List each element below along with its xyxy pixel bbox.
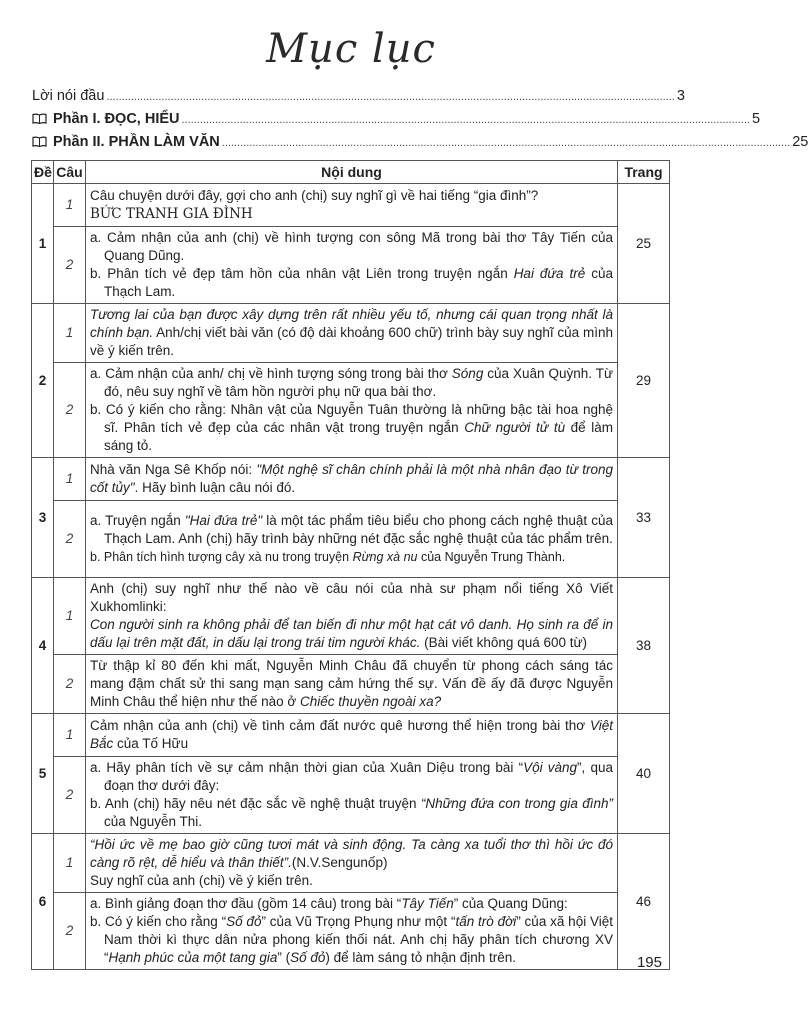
- question-text: Câu chuyện dưới đây, gợi cho anh (chị) suy nghĩ gì về hai tiếng “gia đình”?: [90, 188, 539, 203]
- header-trang: Trang: [618, 161, 670, 184]
- header-cau: Câu: [54, 161, 86, 184]
- question-content: Nhà văn Nga Sê Khốp nói: "Một nghệ sĩ chân chính phải là một nhà nhân đạo từ trong cốt tủy". Hãy bình luận câu nói đó.: [86, 458, 618, 501]
- page-number: 195: [636, 954, 662, 971]
- cau-number: 2: [54, 501, 86, 578]
- question-content: [86, 501, 618, 578]
- table-row: [32, 363, 670, 458]
- header-de: Đề: [32, 161, 54, 184]
- de-number: 2: [32, 304, 54, 458]
- page-ref[interactable]: 40: [618, 714, 670, 834]
- toc-label: Phần I. ĐỌC, HIỂU: [53, 111, 180, 127]
- contents-table: [31, 160, 670, 970]
- cau-number: 1: [54, 184, 86, 227]
- cau-number: 2: [54, 227, 86, 304]
- toc-leader: ..........................................................................................................................................................................................: [106, 91, 675, 103]
- page-ref[interactable]: 46: [618, 834, 670, 970]
- toc-entry-part-1[interactable]: [32, 111, 761, 127]
- cau-number: 1: [54, 458, 86, 501]
- cau-number: 1: [54, 578, 86, 655]
- cau-number: 2: [54, 893, 86, 970]
- toc-page: 25: [792, 134, 808, 150]
- question-subtitle: BỨC TRANH GIA ĐÌNH: [90, 206, 253, 222]
- cau-number: 2: [54, 363, 86, 458]
- cau-number: 1: [54, 834, 86, 893]
- table-row: [32, 578, 670, 655]
- de-number: 1: [32, 184, 54, 304]
- toc-label: Lời nói đầu: [32, 88, 105, 104]
- page-ref[interactable]: 38: [618, 578, 670, 714]
- page-ref[interactable]: 33: [618, 458, 670, 578]
- de-number: 5: [32, 714, 54, 834]
- question-content: Cảm nhận của anh (chị) về tình cảm đất nước quê hương thể hiện trong bài thơ Việt Bắc của Tố Hữu: [86, 714, 618, 757]
- cau-number: 2: [54, 757, 86, 834]
- question-content: Anh (chị) suy nghĩ như thế nào về câu nói của nhà sư phạm nổi tiếng Xô Viết Xukhomlinki: Con người sinh ra không phải để tan biến đi như một hạt cát vô danh. Họ sinh ra để in dấu lại trên mặt đất, in dấu lại trong trái tim người khác. (Bài viết không quá 600 từ): [86, 578, 618, 655]
- table-row: [32, 184, 670, 227]
- table-row: [32, 227, 670, 304]
- question-part-b: b. Phân tích vẻ đẹp tâm hồn của nhân vật Liên trong truyện ngắn Hai đứa trẻ của Thạch Lam.: [90, 266, 613, 299]
- toc-page: 3: [676, 88, 685, 104]
- page-ref[interactable]: 29: [618, 304, 670, 458]
- toc-entry-preface[interactable]: [32, 88, 685, 104]
- table-row: [32, 834, 670, 893]
- question-content: [86, 757, 618, 834]
- cau-number: 1: [54, 714, 86, 757]
- toc-label: Phần II. PHẦN LÀM VĂN: [53, 134, 220, 150]
- table-row: [32, 501, 670, 578]
- question-part-b: b. Có ý kiến cho rằng “Số đỏ” của Vũ Trọng Phụng như một “tấn trò đời” của xã hội Việt Nam thời kì thực dân nửa phong kiến thối nát. Anh chị hãy phân tích chương XV “Hạnh phúc của một tang gia” (Số đỏ) để làm sáng tỏ nhận định trên.: [90, 914, 614, 965]
- question-content: [86, 363, 618, 458]
- question-part-a: a. Cảm nhận của anh (chị) về hình tượng con sông Mã trong bài thơ Tây Tiến của Quang Dũng.: [90, 230, 613, 263]
- table-row: [32, 304, 670, 363]
- question-content: [86, 893, 618, 970]
- toc-leader: ..........................................................................................................................................................................................: [181, 114, 750, 126]
- question-part-b: b. Có ý kiến cho rằng: Nhân vật của Nguyễn Tuân thường là những bậc tài hoa nghệ sĩ. Phân tích vẻ đẹp của các nhân vật trong truyện ngắn Chữ người tử tù để làm sáng tỏ.: [90, 402, 613, 453]
- question-content: Từ thập kỉ 80 đến khi mất, Nguyễn Minh Châu đã chuyển từ phong cách sáng tác mang đậm chất sử thi sang mạn sang cảm hứng thế sự. Vấn đề ấy đã được Nguyễn Minh Châu thể hiện như thế nào ở Chiếc thuyền ngoài xa?: [86, 655, 618, 714]
- cau-number: 2: [54, 655, 86, 714]
- question-content: Tương lai của bạn được xây dựng trên rất nhiều yếu tố, nhưng cái quan trọng nhất là chính bạn. Anh/chị viết bài văn (có độ dài khoảng 600 chữ) trình bày suy nghĩ của mình về ý kiến trên.: [86, 304, 618, 363]
- question-content: [86, 227, 618, 304]
- toc-page: 5: [751, 111, 761, 127]
- table-header-row: [32, 161, 670, 184]
- question-part-b: b. Anh (chị) hãy nêu nét đặc sắc về nghệ thuật truyện “Những đứa con trong gia đình” của Nguyễn Thi.: [90, 796, 613, 829]
- table-row: [32, 757, 670, 834]
- de-number: 4: [32, 578, 54, 714]
- question-part-a: a. Cảm nhận của anh/ chị về hình tượng sóng trong bài thơ Sóng của Xuân Quỳnh. Từ đó, nêu suy nghĩ về tâm hồn người phụ nữ qua bài thơ.: [90, 366, 613, 399]
- de-number: 6: [32, 834, 54, 970]
- question-part-a: a. Bình giảng đoạn thơ đầu (gồm 14 câu) trong bài “Tây Tiến” của Quang Dũng:: [90, 896, 568, 911]
- table-row: [32, 458, 670, 501]
- page-title: Mục lục: [266, 26, 436, 72]
- book-icon: [32, 113, 47, 124]
- table-row: [32, 893, 670, 970]
- header-noi-dung: Nội dung: [86, 161, 618, 184]
- question-part-a: a. Truyện ngắn "Hai đứa trẻ" là một tác phẩm tiêu biểu cho phong cách nghệ thuật của Thạch Lam. Anh (chị) hãy trình bày những nét đặc sắc nghệ thuật của tác phẩm trên.: [90, 513, 613, 546]
- toc-leader: ..........................................................................................................................................................................................: [221, 137, 791, 149]
- toc-entry-part-2[interactable]: [32, 134, 808, 150]
- de-number: 3: [32, 458, 54, 578]
- book-icon: [32, 136, 47, 147]
- question-part-b: b. Phân tích hình tượng cây xà nu trong truyện Rừng xà nu của Nguyễn Trung Thành.: [90, 550, 566, 564]
- cau-number: 1: [54, 304, 86, 363]
- table-row: [32, 655, 670, 714]
- question-content: [86, 184, 618, 227]
- question-content: “Hồi ức về mẹ bao giờ cũng tươi mát và sinh động. Ta càng xa tuổi thơ thì hồi ức đó càng rõ rệt, dễ hiểu và thân thiết”.(N.V.Sengunốp) Suy nghĩ của anh (chị) về ý kiến trên.: [86, 834, 618, 893]
- page-ref[interactable]: 25: [618, 184, 670, 304]
- table-row: [32, 714, 670, 757]
- question-part-a: a. Hãy phân tích về sự cảm nhận thời gian của Xuân Diệu trong bài “Vội vàng”, qua đoạn thơ dưới đây:: [90, 760, 613, 793]
